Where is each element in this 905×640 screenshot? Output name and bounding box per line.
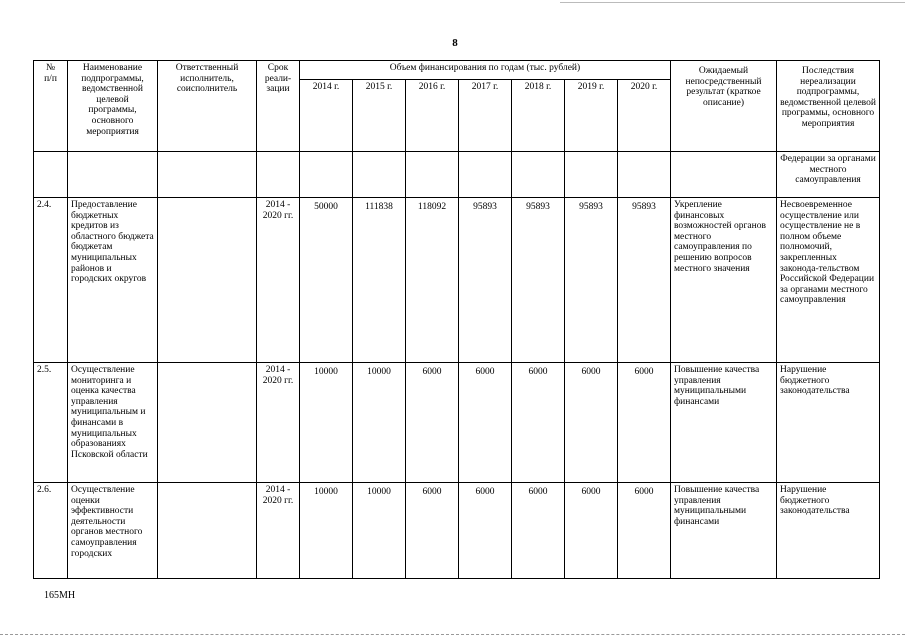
header-funding-group: Объем финансирования по годам (тыс. рублей) bbox=[300, 61, 671, 80]
document-code: 165МН bbox=[44, 590, 76, 601]
header-number: № п/п bbox=[34, 61, 68, 152]
header-name: Наименование подпрограммы, ведомственной целевой программы, основного мероприятия bbox=[68, 61, 158, 152]
header-year: 2020 г. bbox=[618, 80, 671, 152]
row-consequences: Нарушение бюджетного законодательства bbox=[777, 483, 880, 579]
table-row bbox=[34, 198, 880, 363]
continuation-consequences: Федерации за органами местного самоуправления bbox=[777, 152, 880, 198]
table-row bbox=[34, 483, 880, 579]
row-value: 10000 bbox=[353, 483, 406, 579]
header-period: Срок реали-зации bbox=[257, 61, 300, 152]
header-year: 2018 г. bbox=[512, 80, 565, 152]
header-year: 2015 г. bbox=[353, 80, 406, 152]
row-name: Предоставление бюджетных кредитов из областного бюджета бюджетам муниципальных районов и городских округов bbox=[68, 198, 158, 363]
scan-edge-bottom bbox=[0, 634, 905, 635]
row-name: Осуществление мониторинга и оценка качества управления муниципальным и финансами в муниципальных образованиях Псковской области bbox=[68, 363, 158, 483]
row-executor bbox=[158, 363, 257, 483]
header-result: Ожидаемый непосредственный результат (краткое описание) bbox=[671, 61, 777, 152]
row-executor bbox=[158, 483, 257, 579]
row-number: 2.5. bbox=[34, 363, 68, 483]
row-value: 111838 bbox=[353, 198, 406, 363]
row-consequences: Нарушение бюджетного законодательства bbox=[777, 363, 880, 483]
row-period: 2014 - 2020 гг. bbox=[257, 363, 300, 483]
row-consequences: Несвоевременное осуществление или осуществление не в полном объеме полномочий, закрепленных законода-тельством Российской Федерации за органами местного самоуправления bbox=[777, 198, 880, 363]
table-row bbox=[34, 363, 880, 483]
row-value: 95893 bbox=[459, 198, 512, 363]
row-value: 6000 bbox=[512, 483, 565, 579]
scan-edge-top bbox=[560, 2, 905, 3]
continuation-row bbox=[34, 152, 880, 198]
row-value: 6000 bbox=[618, 483, 671, 579]
row-value: 6000 bbox=[565, 483, 618, 579]
row-value: 95893 bbox=[565, 198, 618, 363]
row-value: 6000 bbox=[565, 363, 618, 483]
row-period: 2014 - 2020 гг. bbox=[257, 483, 300, 579]
row-value: 6000 bbox=[459, 363, 512, 483]
row-value: 118092 bbox=[406, 198, 459, 363]
row-result: Укрепление финансовых возможностей органов местного самоуправления по решению вопросов местного значения bbox=[671, 198, 777, 363]
row-period: 2014 - 2020 гг. bbox=[257, 198, 300, 363]
table-header-row bbox=[34, 61, 880, 80]
row-value: 6000 bbox=[512, 363, 565, 483]
header-consequences: Последствия нереализации подпрограммы, ведомственной целевой программы, основного мероприятия bbox=[777, 61, 880, 152]
row-executor bbox=[158, 198, 257, 363]
header-year: 2014 г. bbox=[300, 80, 353, 152]
funding-table bbox=[33, 60, 880, 579]
row-value: 6000 bbox=[406, 483, 459, 579]
row-value: 10000 bbox=[300, 363, 353, 483]
header-year: 2017 г. bbox=[459, 80, 512, 152]
row-value: 10000 bbox=[300, 483, 353, 579]
row-name: Осуществление оценки эффективности деятельности органов местного самоуправления городских bbox=[68, 483, 158, 579]
row-value: 95893 bbox=[512, 198, 565, 363]
row-value: 6000 bbox=[618, 363, 671, 483]
row-value: 6000 bbox=[459, 483, 512, 579]
row-result: Повышение качества управления муниципальными финансами bbox=[671, 483, 777, 579]
header-year: 2019 г. bbox=[565, 80, 618, 152]
row-value: 95893 bbox=[618, 198, 671, 363]
row-number: 2.4. bbox=[34, 198, 68, 363]
header-year: 2016 г. bbox=[406, 80, 459, 152]
row-value: 6000 bbox=[406, 363, 459, 483]
row-number: 2.6. bbox=[34, 483, 68, 579]
row-result: Повышение качества управления муниципальными финансами bbox=[671, 363, 777, 483]
row-value: 10000 bbox=[353, 363, 406, 483]
header-executor: Ответственный исполнитель, соисполнитель bbox=[158, 61, 257, 152]
page-number: 8 bbox=[452, 37, 458, 49]
row-value: 50000 bbox=[300, 198, 353, 363]
